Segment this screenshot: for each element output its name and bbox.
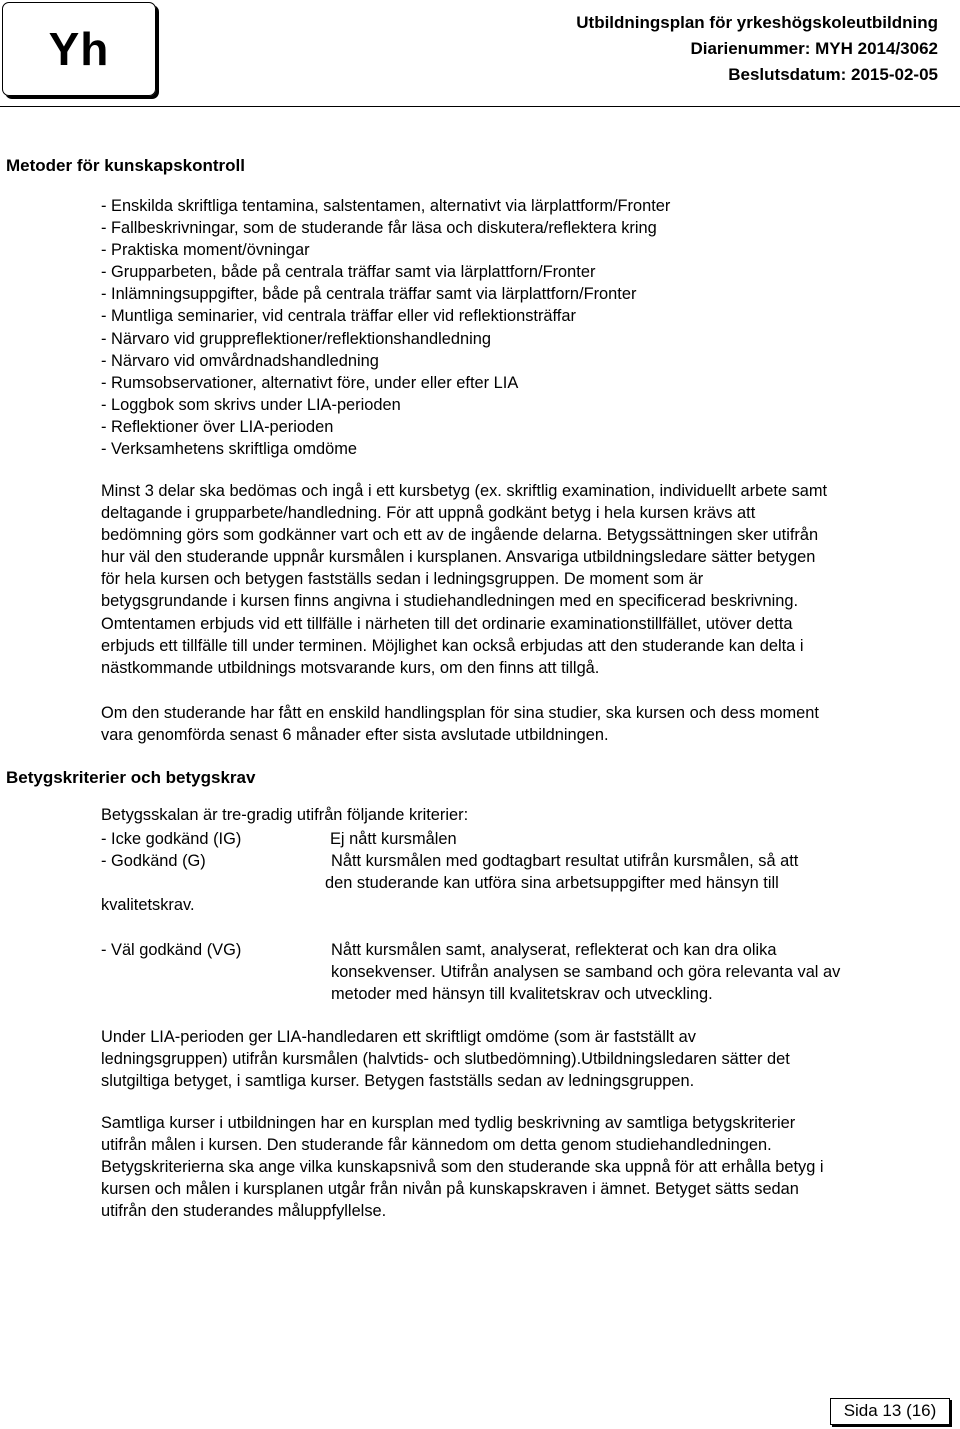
paragraph-line: Omtentamen erbjuds vid ett tillfälle i närheten till det ordinarie examinationstillfället, utöver detta <box>101 614 793 633</box>
paragraph-line: Samtliga kurser i utbildningen har en kursplan med tydlig beskrivning av samtliga betygskriterier <box>101 1114 796 1132</box>
grade-description: metoder med hänsyn till kvalitetskrav och utveckling. <box>331 985 713 1004</box>
beslutsdatum: Beslutsdatum: 2015-02-05 <box>728 65 938 84</box>
methods-list <box>101 195 670 460</box>
grade-ig <box>101 828 956 850</box>
paragraph-line: betygsgrundande i kursen finns angivna i studiehandledningen med en specificerad beskrivning. <box>101 592 799 611</box>
paragraph-line: Betygsskalan är tre-gradig utifrån följande kriterier: <box>101 806 469 824</box>
paragraph-line: nästkommande utbildnings motsvarande kurs, om den finns att tillgå. <box>101 658 600 677</box>
paragraph-line: Under LIA-perioden ger LIA-handledaren ett skriftligt omdöme (som är fastställt av <box>101 1028 696 1046</box>
paragraph-line: för hela kursen och betygen fastställs sedan i ledningsgruppen. De moment som är <box>101 570 704 589</box>
grade-label: - Icke godkänd (IG) <box>101 830 242 848</box>
grade-description: den studerande kan utföra sina arbetsuppgifter med hänsyn till <box>325 874 779 893</box>
paragraph-line: ledningsgruppen) utifrån kursmålen (halvtids- och slutbedömning).Utbildningsledaren sätter det <box>101 1050 790 1069</box>
grade-label: - Väl godkänd (VG) <box>101 941 242 959</box>
list-item: - Närvaro vid omvårdnadshandledning <box>101 351 379 370</box>
paragraph-line: bedömning görs som godkänner vart och ett av de ingående delarna. Betygssättningen sker utifrån <box>101 526 819 545</box>
paragraph-line: deltagande i grupparbete/handledning. För att uppnå godkänt betyg i hela kursen krävs att <box>101 504 756 523</box>
lia-paragraph <box>101 1028 790 1094</box>
grade-label: - Godkänd (G) <box>101 852 206 870</box>
list-item: - Grupparbeten, både på centrala träffar samt via lärplattforn/Fronter <box>101 263 596 282</box>
section-title-betyg: Betygskriterier och betygskrav <box>6 768 256 787</box>
paragraph-line: kursen och målen i kursplanen utgår från nivån på kunskapskraven i ämnet. Betyget sätts sedan <box>101 1180 799 1199</box>
paragraph-line: slutgiltiga betyget, i samtliga kurser. Betygen fastställs sedan av ledningsgruppen. <box>101 1072 695 1091</box>
paragraph-line: vara genomförda senast 6 månader efter sista avslutade utbildningen. <box>101 726 609 745</box>
list-item: - Enskilda skriftliga tentamina, salstentamen, alternativt via lärplattform/Fronter <box>101 197 671 215</box>
list-item: - Rumsobservationer, alternativt före, under eller efter LIA <box>101 373 519 392</box>
diarienummer: Diarienummer: MYH 2014/3062 <box>690 39 938 58</box>
yh-logo: Yh <box>2 2 156 96</box>
list-item: - Loggbok som skrivs under LIA-perioden <box>101 395 401 414</box>
list-item: - Reflektioner över LIA-perioden <box>101 417 334 436</box>
document-title: Utbildningsplan för yrkeshögskoleutbildning <box>576 13 938 32</box>
paragraph-line: Betygskriterierna ska ange vilka kunskapsnivå som den studerande ska uppnå för att erhålla betyg i <box>101 1158 824 1177</box>
assessment-paragraph <box>101 482 827 681</box>
list-item: - Muntliga seminarier, vid centrala träffar eller vid reflektionsträffar <box>101 307 576 326</box>
document-header <box>576 10 938 88</box>
grade-description: Nått kursmålen med godtagbart resultat utifrån kursmålen, så att <box>331 852 799 870</box>
list-item: - Fallbeskrivningar, som de studerande får läsa och diskutera/reflektera kring <box>101 219 657 238</box>
criteria-paragraph <box>101 1114 824 1224</box>
list-item: - Verksamhetens skriftliga omdöme <box>101 440 357 459</box>
list-item: - Närvaro vid gruppreflektioner/reflektionshandledning <box>101 329 491 348</box>
grade-description-tail: kvalitetskrav. <box>101 896 195 915</box>
paragraph-line: hur väl den studerande uppnår kursmålen i kursplanen. Ansvariga utbildningsledare sätter betygen <box>101 548 816 567</box>
page-number: Sida 13 (16) <box>830 1398 950 1425</box>
list-item: - Inlämningsuppgifter, både på centrala träffar samt via lärplattforn/Fronter <box>101 285 637 304</box>
paragraph-line: Om den studerande har fått en enskild handlingsplan för sina studier, ska kursen och dess moment <box>101 704 819 722</box>
grade-description: Ej nått kursmålen <box>330 830 457 848</box>
paragraph-line: utifrån målen i kursen. Den studerande får kännedom om detta genom studiehandledningen. <box>101 1136 772 1155</box>
grade-scale-intro <box>101 806 468 828</box>
action-plan-paragraph <box>101 704 819 748</box>
grade-vg <box>101 939 956 1005</box>
grade-description: konsekvenser. Utifrån analysen se samband och göra relevanta val av <box>331 963 841 982</box>
grade-g <box>101 850 956 916</box>
paragraph-line: erbjuds ett tillfälle till under terminen. Möjlighet kan också erbjudas att den studerande kan delta i <box>101 636 804 655</box>
list-item: - Praktiska moment/övningar <box>101 241 310 260</box>
paragraph-line: Minst 3 delar ska bedömas och ingå i ett kursbetyg (ex. skriftlig examination, individuellt arbete samt <box>101 482 828 500</box>
paragraph-line: utifrån den studerandes måluppfyllelse. <box>101 1202 387 1221</box>
header-divider <box>0 106 960 107</box>
section-title-metoder: Metoder för kunskapskontroll <box>6 156 245 175</box>
grade-description: Nått kursmålen samt, analyserat, reflekterat och kan dra olika <box>331 941 777 959</box>
